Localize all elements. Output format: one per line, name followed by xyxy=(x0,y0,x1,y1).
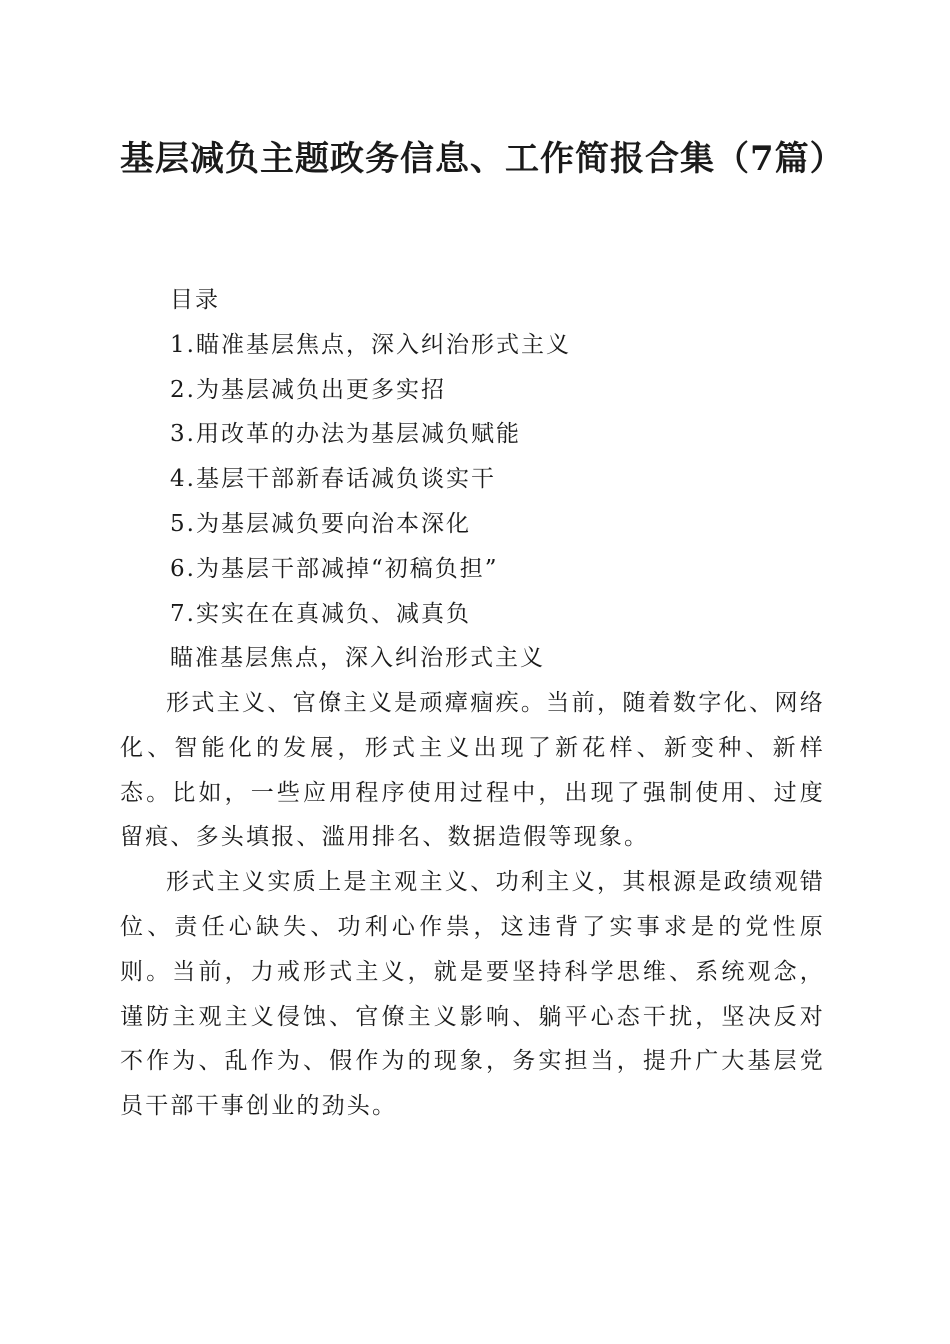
toc-item-6: 6.为基层干部减掉“初稿负担” xyxy=(170,555,499,582)
toc-item-7: 7.实实在在真减负、减真负 xyxy=(170,600,471,627)
toc-item-1: 1.瞄准基层焦点，深入纠治形式主义 xyxy=(170,331,571,358)
body-paragraph-1: 形式主义、官僚主义是顽瘴痼疾。当前，随着数字化、网络化、智能化的发展，形式主义出现了新花样、新变种、新样态。比如，一些应用程序使用过程中，出现了强制使用、过度留痕、多头填报、滥用排名、数据造假等现象。 xyxy=(120,690,825,851)
body-paragraph-2: 形式主义实质上是主观主义、功利主义，其根源是政绩观错位、责任心缺失、功利心作祟，这违背了实事求是的党性原则。当前，力戒形式主义，就是要坚持科学思维、系统观念，谨防主观主义侵蚀、官僚主义影响、躺平心态干扰，坚决反对不作为、乱作为、假作为的现象，务实担当，提升广大基层党员干部干事创业的劲头。 xyxy=(120,869,825,1120)
section-body xyxy=(120,681,825,1129)
toc-item-5: 5.为基层减负要向治本深化 xyxy=(170,510,471,537)
toc-list xyxy=(170,323,830,637)
document-title: 基层减负主题政务信息、工作简报合集（7篇） xyxy=(120,139,845,179)
toc-item-2: 2.为基层减负出更多实招 xyxy=(170,376,446,403)
toc-heading: 目录 xyxy=(170,287,220,313)
toc-item-4: 4.基层干部新春话减负谈实干 xyxy=(170,466,496,493)
toc-item-3: 3.用改革的办法为基层减负赋能 xyxy=(170,421,521,448)
section-title: 瞄准基层焦点，深入纠治形式主义 xyxy=(170,645,545,672)
table-of-contents xyxy=(170,278,830,681)
